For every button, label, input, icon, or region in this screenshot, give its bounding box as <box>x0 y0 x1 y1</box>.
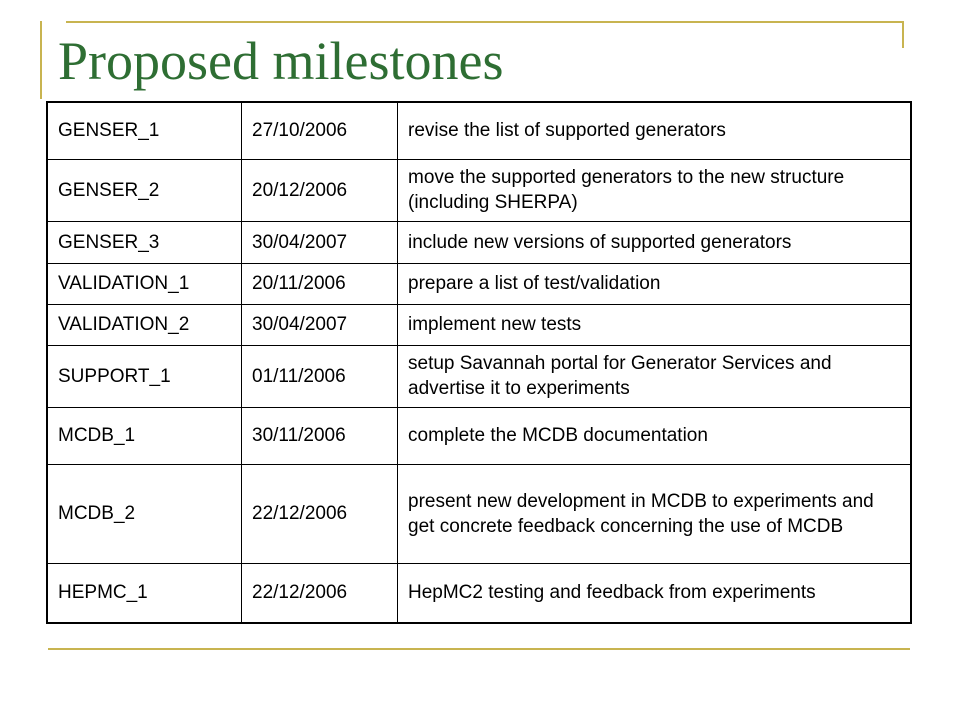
bottom-decorative-line <box>48 648 910 650</box>
milestone-id-cell: VALIDATION_2 <box>47 304 242 345</box>
table-row <box>47 102 911 159</box>
table-row <box>47 221 911 263</box>
milestone-description-cell: prepare a list of test/validation <box>398 263 912 304</box>
table-row <box>47 263 911 304</box>
milestone-id-cell: MCDB_2 <box>47 464 242 563</box>
milestone-date-cell: 30/04/2007 <box>242 304 398 345</box>
milestone-description-cell: present new development in MCDB to experiments and get concrete feedback concerning the use of MCDB <box>398 464 912 563</box>
milestone-description-cell: move the supported generators to the new structure (including SHERPA) <box>398 159 912 221</box>
milestone-id-cell: SUPPORT_1 <box>47 345 242 407</box>
milestone-id-cell: HEPMC_1 <box>47 563 242 623</box>
milestone-id-cell: VALIDATION_1 <box>47 263 242 304</box>
table-row <box>47 464 911 563</box>
milestone-id-cell: MCDB_1 <box>47 407 242 464</box>
table-row <box>47 159 911 221</box>
milestone-date-cell: 27/10/2006 <box>242 102 398 159</box>
milestones-table <box>46 101 912 624</box>
milestone-id-cell: GENSER_2 <box>47 159 242 221</box>
milestone-description-cell: revise the list of supported generators <box>398 102 912 159</box>
top-decorative-line <box>66 21 904 23</box>
milestone-date-cell: 22/12/2006 <box>242 563 398 623</box>
milestone-date-cell: 20/11/2006 <box>242 263 398 304</box>
milestone-date-cell: 22/12/2006 <box>242 464 398 563</box>
table-row <box>47 563 911 623</box>
milestone-id-cell: GENSER_1 <box>47 102 242 159</box>
milestone-description-cell: setup Savannah portal for Generator Services and advertise it to experiments <box>398 345 912 407</box>
table-row <box>47 345 911 407</box>
milestone-description-cell: include new versions of supported generators <box>398 221 912 263</box>
milestone-date-cell: 01/11/2006 <box>242 345 398 407</box>
milestone-description-cell: implement new tests <box>398 304 912 345</box>
milestone-description-cell: HepMC2 testing and feedback from experiments <box>398 563 912 623</box>
table-row <box>47 304 911 345</box>
table-row <box>47 407 911 464</box>
right-decorative-line <box>902 21 904 48</box>
left-decorative-line <box>40 21 42 99</box>
slide-title: Proposed milestones <box>58 31 504 91</box>
milestone-description-cell: complete the MCDB documentation <box>398 407 912 464</box>
milestone-date-cell: 30/11/2006 <box>242 407 398 464</box>
milestone-date-cell: 30/04/2007 <box>242 221 398 263</box>
milestone-date-cell: 20/12/2006 <box>242 159 398 221</box>
milestone-id-cell: GENSER_3 <box>47 221 242 263</box>
